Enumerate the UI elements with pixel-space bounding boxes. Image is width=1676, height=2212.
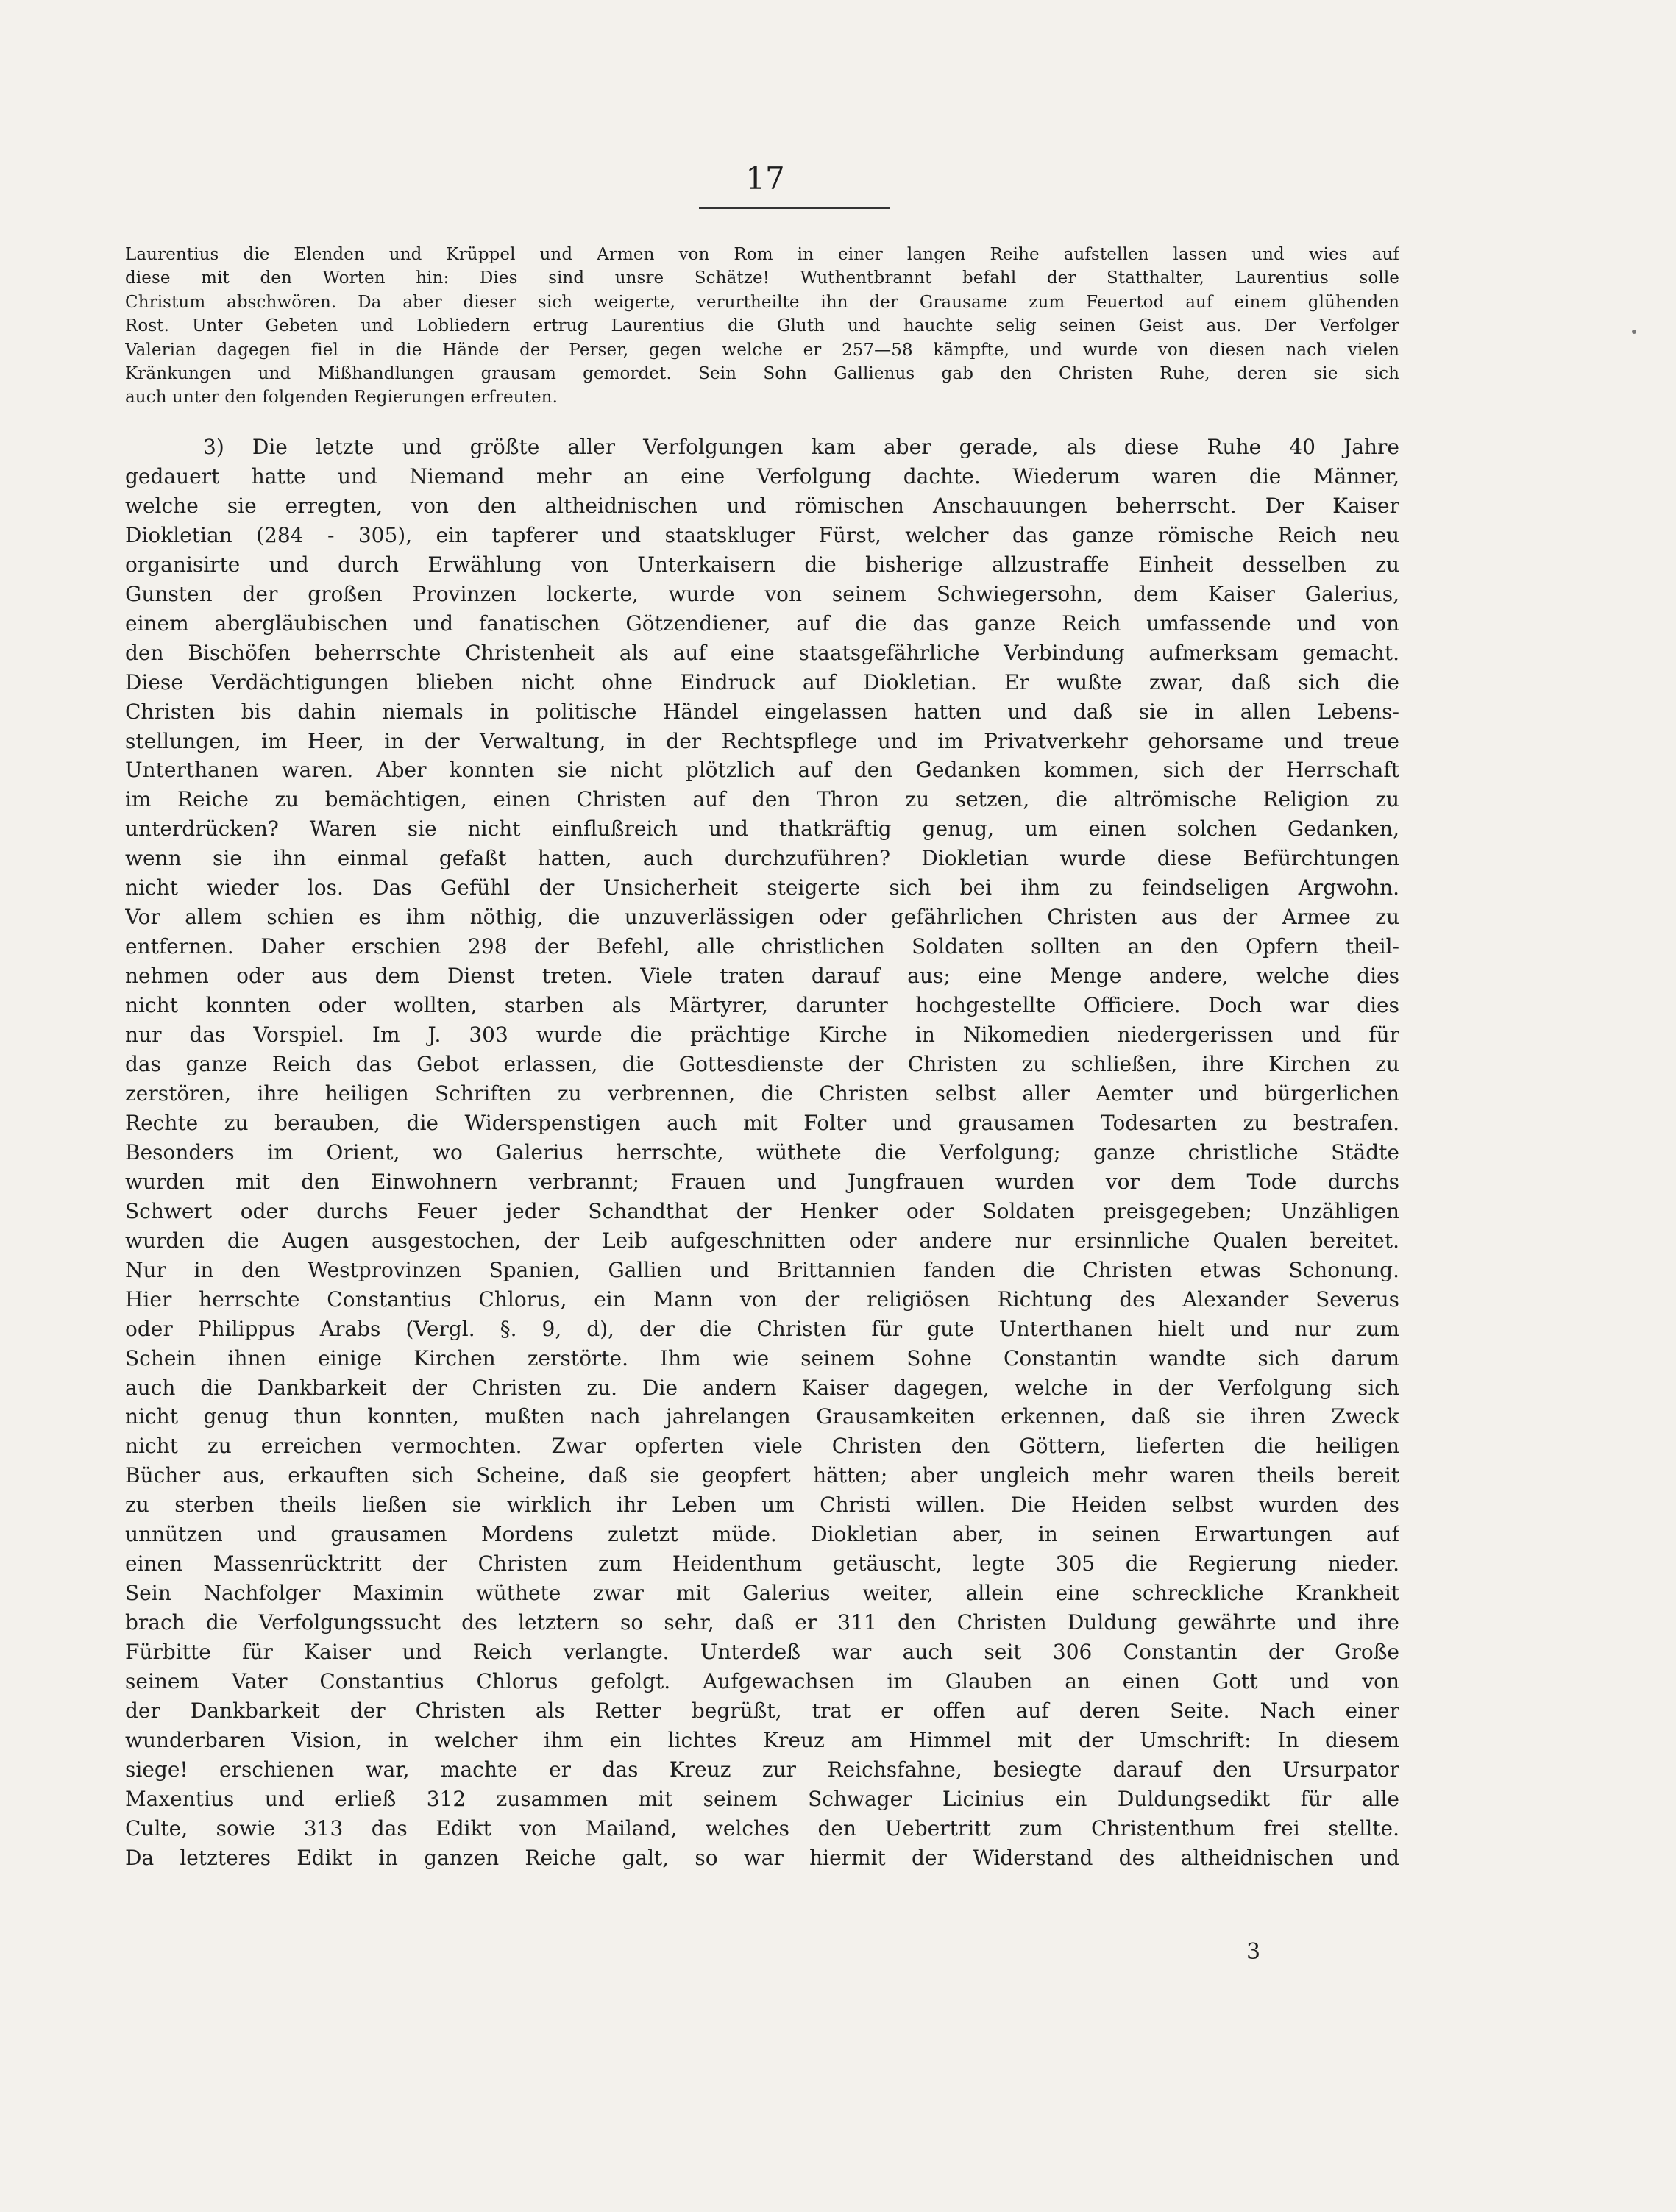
body-line: Diese Verdächtigungen blieben nicht ohne Eindruck auf Diokletian. Er wußte zwar, daß sich die: [125, 669, 1399, 694]
footnote-line: auch unter den folgenden Regierungen erfreuten.: [125, 388, 558, 408]
body-line: Schein ihnen einige Kirchen zerstörte. Ihm wie seinem Sohne Constantin wandte sich darum: [125, 1345, 1399, 1370]
body-line: zu sterben theils ließen sie wirklich ihr Leben um Christi willen. Die Heiden selbst wurden des: [125, 1493, 1399, 1518]
body-line: Gunsten der großen Provinzen lockerte, wurde von seinem Schwiegersohn, dem Kaiser Galerius,: [125, 581, 1399, 606]
body-line: organisirte und durch Erwählung von Unterkaisern die bisherige allzustraffe Einheit desselben zu: [125, 552, 1399, 577]
body-line: Sein Nachfolger Maximin wüthete zwar mit Galerius weiter, allein eine schreckliche Krankheit: [125, 1581, 1399, 1606]
header-rule: [699, 207, 890, 209]
body-line: Vor allem schien es ihm nöthig, die unzuverlässigen oder gefährlichen Christen aus der Armee zu: [125, 905, 1399, 930]
body-line: den Bischöfen beherrschte Christenheit als auf eine staatsgefährliche Verbindung aufmerksam gemacht.: [125, 640, 1399, 665]
body-line: wurden die Augen ausgestochen, der Leib aufgeschnitten oder andere nur ersinnliche Qualen bereitet.: [125, 1228, 1399, 1253]
body-line: Hier herrschte Constantius Chlorus, ein Mann von der religiösen Richtung des Alexander Severus: [125, 1287, 1399, 1312]
body-line: Christen bis dahin niemals in politische Händel eingelassen hatten und daß sie in allen Lebens-: [125, 699, 1399, 724]
body-line: Schwert oder durchs Feuer jeder Schandthat der Henker oder Soldaten preisgegeben; Unzähligen: [125, 1198, 1399, 1223]
body-line: Bücher aus, erkauften sich Scheine, daß sie geopfert hätten; aber ungleich mehr waren theils bereit: [125, 1463, 1399, 1488]
body-line: Rechte zu berauben, die Widerspenstigen auch mit Folter und grausamen Todesarten zu bestrafen.: [125, 1110, 1399, 1135]
body-line: Diokletian (284 - 305), ein tapferer und staatskluger Fürst, welcher das ganze römische Reich neu: [125, 522, 1399, 547]
body-line: Maxentius und erließ 312 zusammen mit seinem Schwager Licinius ein Duldungsedikt für alle: [125, 1786, 1399, 1811]
body-line: stellungen, im Heer, in der Verwaltung, in der Rechtspflege und im Privatverkehr gehorsame und treue: [125, 728, 1399, 753]
footnote-block: [125, 243, 1399, 410]
footnote-line: Kränkungen und Mißhandlungen grausam gemordet. Sein Sohn Gallienus gab den Christen Ruhe, deren sie sich: [125, 364, 1399, 384]
body-line: gedauert hatte und Niemand mehr an eine Verfolgung dachte. Wiederum waren die Männer,: [125, 463, 1399, 488]
body-line: Da letzteres Edikt in ganzen Reiche galt, so war hiermit der Widerstand des altheidnischen und: [125, 1845, 1399, 1870]
body-line: der Dankbarkeit der Christen als Retter begrüßt, trat er offen auf deren Seite. Nach einer: [125, 1698, 1399, 1723]
body-line: einem abergläubischen und fanatischen Götzendiener, auf die das ganze Reich umfassende und von: [125, 611, 1399, 636]
body-line: wenn sie ihn einmal gefaßt hatten, auch durchzuführen? Diokletian wurde diese Befürchtungen: [125, 846, 1399, 871]
body-line: einen Massenrücktritt der Christen zum Heidenthum getäuscht, legte 305 die Regierung nieder.: [125, 1551, 1399, 1576]
signature-mark: 3: [1246, 1939, 1261, 1965]
body-line: Besonders im Orient, wo Galerius herrschte, wüthete die Verfolgung; ganze christliche Städte: [125, 1139, 1399, 1164]
body-line: zerstören, ihre heiligen Schriften zu verbrennen, die Christen selbst aller Aemter und bürgerlichen: [125, 1081, 1399, 1106]
body-line: wurden mit den Einwohnern verbrannt; Frauen und Jungfrauen wurden vor dem Tode durchs: [125, 1169, 1399, 1194]
footnote-line: diese mit den Worten hin: Dies sind unsre Schätze! Wuthentbrannt befahl der Statthalter, Laurentius solle: [125, 269, 1399, 288]
body-line: wunderbaren Vision, in welcher ihm ein lichtes Kreuz am Himmel mit der Umschrift: In diesem: [125, 1727, 1399, 1752]
body-line: Fürbitte für Kaiser und Reich verlangte. Unterdeß war auch seit 306 Constantin der Große: [125, 1640, 1399, 1665]
body-line: oder Philippus Arabs (Vergl. §. 9, d), der die Christen für gute Unterthanen hielt und nur zum: [125, 1316, 1399, 1341]
body-line: nicht zu erreichen vermochten. Zwar opferten viele Christen den Göttern, lieferten die heiligen: [125, 1434, 1399, 1459]
body-line: nicht konnten oder wollten, starben als Märtyrer, darunter hochgestellte Officiere. Doch war dies: [125, 993, 1399, 1018]
margin-mark: [1632, 330, 1636, 334]
body-line: nicht wieder los. Das Gefühl der Unsicherheit steigerte sich bei ihm zu feindseligen Argwohn.: [125, 875, 1399, 900]
body-line: Nur in den Westprovinzen Spanien, Gallien und Brittannien fanden die Christen etwas Schonung.: [125, 1257, 1399, 1282]
body-line: brach die Verfolgungssucht des letztern so sehr, daß er 311 den Christen Duldung gewährte und ihre: [125, 1610, 1399, 1635]
body-line: seinem Vater Constantius Chlorus gefolgt. Aufgewachsen im Glauben an einen Gott und von: [125, 1669, 1399, 1694]
body-line: nicht genug thun konnten, mußten nach jahrelangen Grausamkeiten erkennen, daß sie ihren Zweck: [125, 1404, 1399, 1429]
footnote-line: Christum abschwören. Da aber dieser sich weigerte, verurtheilte ihn der Grausame zum Feuertod auf einem glühenden: [125, 292, 1399, 312]
body-text: [125, 433, 1399, 1873]
body-line: das ganze Reich das Gebot erlassen, die Gottesdienste der Christen zu schließen, ihre Kirchen zu: [125, 1052, 1399, 1077]
body-line: nur das Vorspiel. Im J. 303 wurde die prächtige Kirche in Nikomedien niedergerissen und für: [125, 1023, 1399, 1048]
body-line: nehmen oder aus dem Dienst treten. Viele traten darauf aus; eine Menge andere, welche dies: [125, 964, 1399, 989]
footnote-line: Valerian dagegen fiel in die Hände der Perser, gegen welche er 257—58 kämpfte, und wurde von diesen nach vielen: [125, 340, 1399, 360]
body-line: unnützen und grausamen Mordens zuletzt müde. Diokletian aber, in seinen Erwartungen auf: [125, 1522, 1399, 1547]
footnote-line: Laurentius die Elenden und Krüppel und Armen von Rom in einer langen Reihe aufstellen lassen und wies auf: [125, 245, 1399, 264]
body-line: Culte, sowie 313 das Edikt von Mailand, welches den Uebertritt zum Christenthum frei stellte.: [125, 1816, 1399, 1841]
body-line: Unterthanen waren. Aber konnten sie nicht plötzlich auf den Gedanken kommen, sich der Herrschaft: [125, 758, 1399, 783]
body-line: auch die Dankbarkeit der Christen zu. Die andern Kaiser dagegen, welche in der Verfolgung sich: [125, 1375, 1399, 1400]
body-line: entfernen. Daher erschien 298 der Befehl, alle christlichen Soldaten sollten an den Opfern theil-: [125, 934, 1399, 959]
body-line: 3) Die letzte und größte aller Verfolgungen kam aber gerade, als diese Ruhe 40 Jahre: [203, 435, 1399, 459]
body-line: welche sie erregten, von den altheidnischen und römischen Anschauungen beherrscht. Der Kaiser: [125, 493, 1399, 518]
body-line: im Reiche zu bemächtigen, einen Christen auf den Thron zu setzen, die altrömische Religion zu: [125, 787, 1399, 812]
body-line: unterdrücken? Waren sie nicht einflußreich und thatkräftig genug, um einen solchen Gedanken,: [125, 817, 1399, 842]
footnote-line: Rost. Unter Gebeten und Lobliedern ertrug Laurentius die Gluth und hauchte selig seinen Geist aus. Der Verfolger: [125, 316, 1399, 336]
body-line: siege! erschienen war, machte er das Kreuz zur Reichsfahne, besiegte darauf den Ursurpator: [125, 1757, 1399, 1782]
page-number: 17: [745, 160, 785, 196]
